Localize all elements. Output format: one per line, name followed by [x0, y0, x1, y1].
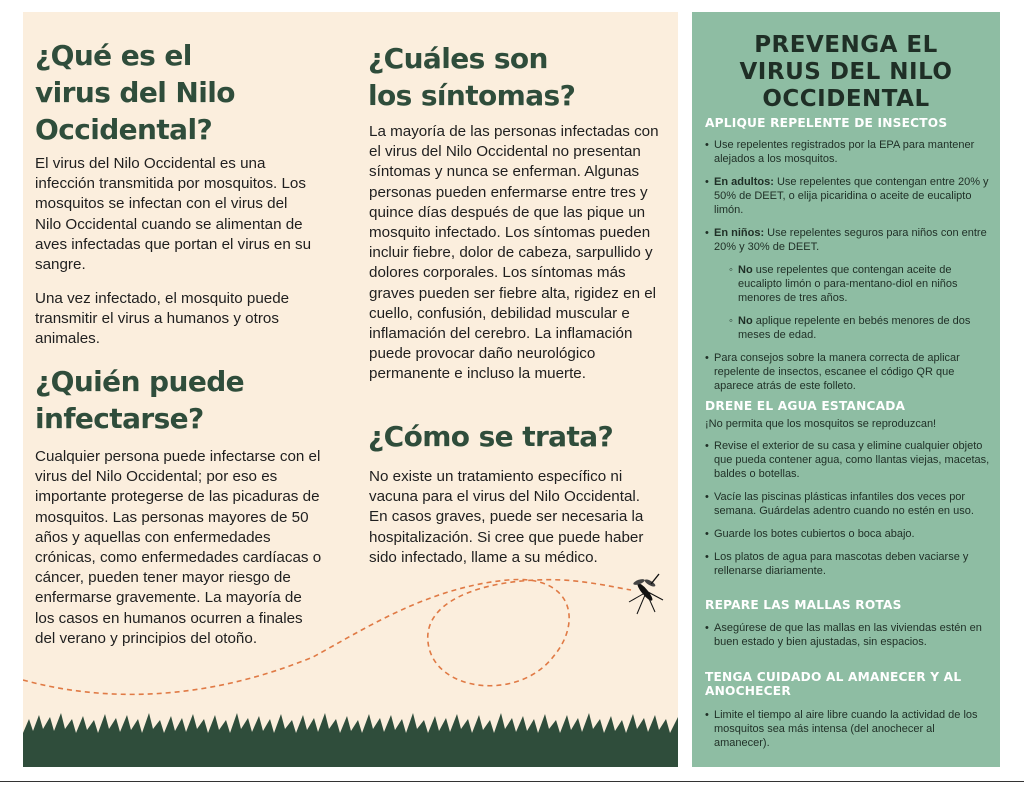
list-item: • Limite el tiempo al aire libre cuando la actividad de los mosquitos sea más intensa (del anochecer al amanecer). [705, 708, 990, 750]
heading-symptoms: ¿Cuáles son los síntomas? [368, 42, 576, 112]
section-heading-repair-screens: REPARE LAS MALLAS ROTAS [705, 598, 902, 612]
drain-water-list [705, 439, 990, 578]
list-item: • En adultos: Use repelentes que contengan entre 20% y 50% de DEET, o elija picaridina o aceite de eucalipto limón. [705, 175, 990, 217]
repair-screens-list [705, 621, 990, 649]
paragraph-symptoms: La mayoría de las personas infectadas con el virus del Nilo Occidental no presentan síntomas y nunca se enferman. Algunas personas pueden enfermarse entre tres y quince días después de que las pique un mosquito infectado. Los síntomas pueden incluir fiebre, dolor de cabeza, sarpullido y dolores corporales. Los síntomas más graves pueden ser fiebre alta, rigidez en el cuello, confusión, debilidad muscular e inflamación del cerebro. La inflamación puede provocar daño neurológico permanente e incluso la muerte. [369, 123, 659, 383]
heading-who-can-be-infected: ¿Quién puede infectarse? [35, 365, 245, 435]
section-heading-drain-water: DRENE EL AGUA ESTANCADA [705, 399, 906, 413]
repellent-list [705, 138, 990, 393]
section-heading-dawn-dusk: TENGA CUIDADO AL AMANECER Y AL ANOCHECER [705, 670, 962, 698]
list-item: • Los platos de agua para mascotas deben vaciarse y rellenarse diariamente. [705, 550, 990, 578]
list-subitem: ◦ No aplique repelente en bebés menores de dos meses de edad. [729, 314, 990, 342]
list-item: • Use repelentes registrados por la EPA para mantener alejados a los mosquitos. [705, 138, 990, 166]
section-heading-repellent: APLIQUE REPELENTE DE INSECTOS [705, 116, 948, 130]
page-bottom-border [0, 781, 1024, 782]
section-intro-drain-water: ¡No permita que los mosquitos se reproduzcan! [705, 418, 937, 430]
prevention-title: PREVENGA EL VIRUS DEL NILO OCCIDENTAL [739, 32, 953, 112]
dawn-dusk-list [705, 708, 990, 750]
mosquito-icon [629, 574, 663, 614]
list-item: • Revise el exterior de su casa y elimine cualquier objeto que pueda contener agua, como llantas viejas, macetas, baldes o botellas. [705, 439, 990, 481]
heading-what-is-virus: ¿Qué es el virus del Nilo Occidental? [35, 39, 235, 146]
paragraph-who-can-be-infected: Cualquier persona puede infectarse con el virus del Nilo Occidental; por eso es importante protegerse de las picaduras de mosquitos. Las personas mayores de 50 años y aquellas con enfermedades crónicas, como enfermedades cardíacas o cáncer, pueden tener mayor riesgo de enfermarse gravemente. La mayoría de los casos en humanos ocurren a finales del verano y principios del otoño. [35, 448, 322, 647]
paragraph-transmission: Una vez infectado, el mosquito puede transmitir el virus a humanos y otros animales. [35, 290, 290, 348]
list-item: • Guarde los botes cubiertos o boca abajo. [705, 527, 990, 541]
heading-treatment: ¿Cómo se trata? [368, 420, 614, 453]
left-panel [23, 12, 678, 767]
list-item: • Para consejos sobre la manera correcta de aplicar repelente de insectos, escanee el código QR que aparece atrás de este folleto. [705, 351, 990, 393]
list-item: • Asegúrese de que las mallas en las viviendas estén en buen estado y bien ajustadas, sin espacios. [705, 621, 990, 649]
list-item: • Vacíe las piscinas plásticas infantiles dos veces por semana. Guárdelas adentro cuando no estén en uso. [705, 490, 990, 518]
paragraph-what-is-virus: El virus del Nilo Occidental es una infección transmitida por mosquitos. Los mosquitos se infectan con el virus del Nilo Occidental cuando se alimentan de aves infectadas que portan el virus en su sangre. [35, 155, 312, 274]
paragraph-treatment: No existe un tratamiento específico ni vacuna para el virus del Nilo Occidental. En casos graves, puede ser necesaria la hospitalización. Si cree que puede haber sido infectado, llame a su médico. [369, 468, 644, 566]
right-panel [692, 12, 1000, 767]
grass-decoration [23, 711, 678, 767]
list-item: • En niños: Use repelentes seguros para niños con entre 20% y 30% de DEET. [705, 226, 990, 254]
list-subitem: ◦ No use repelentes que contengan aceite de eucalipto limón o para-mentano-diol en niños menores de tres años. [729, 263, 990, 305]
